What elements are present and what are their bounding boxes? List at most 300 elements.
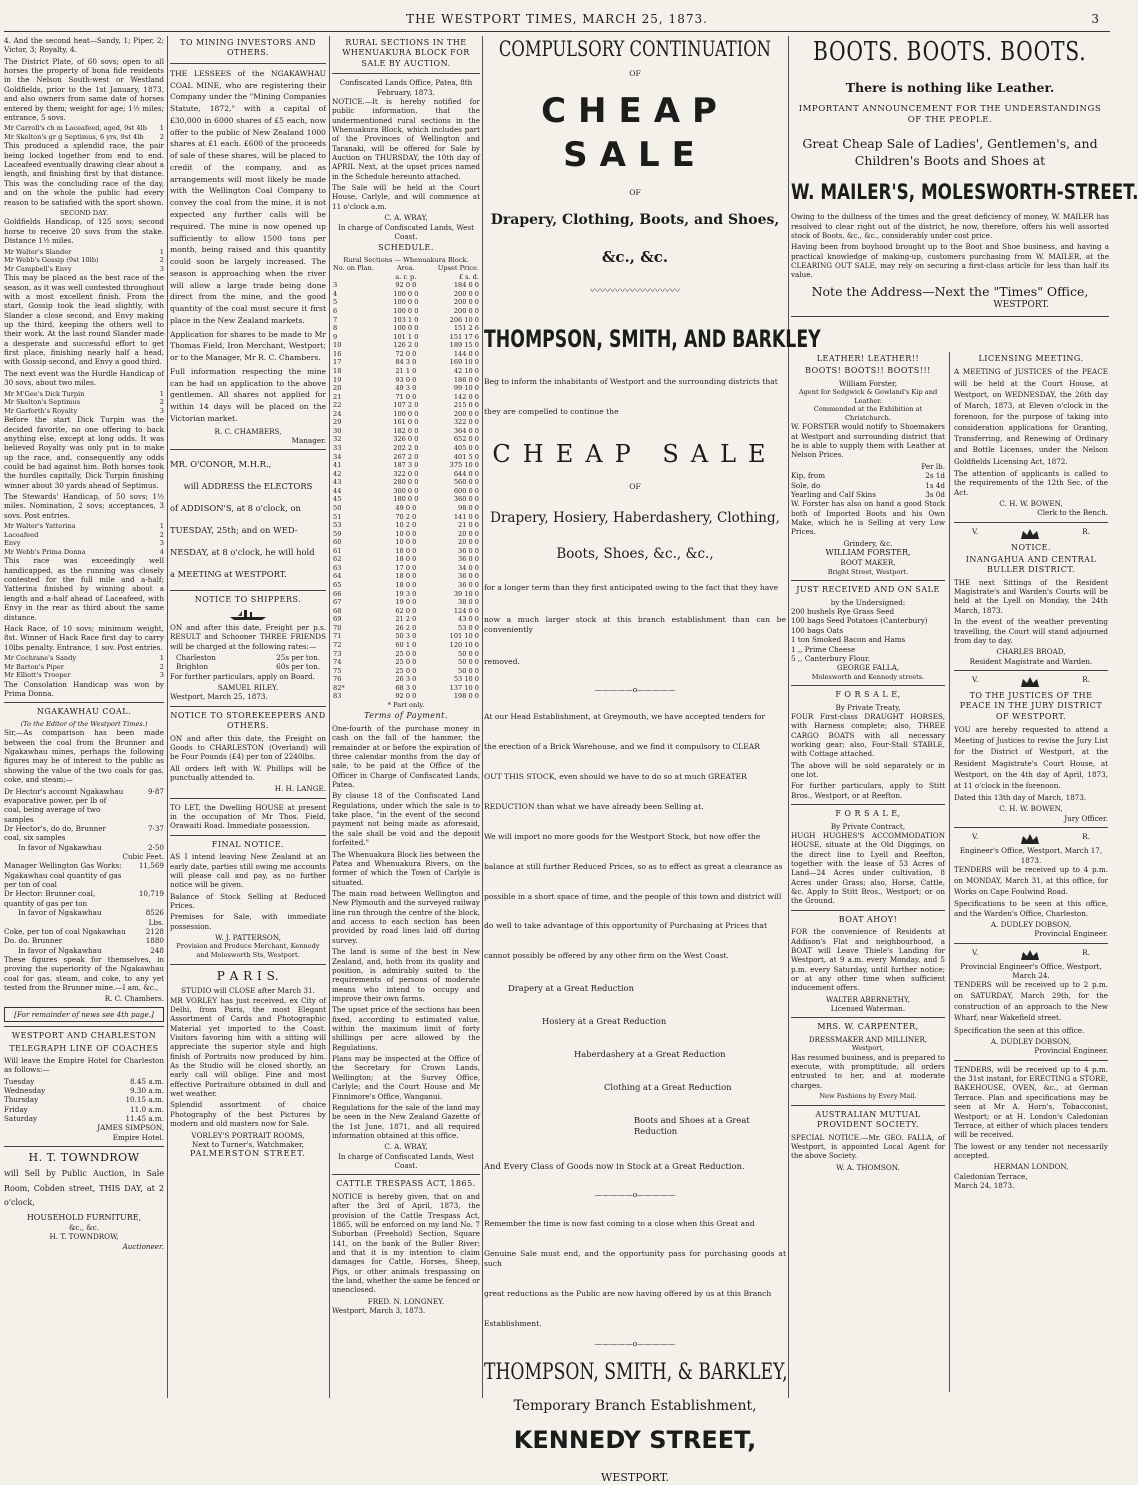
divider [170, 835, 326, 836]
storekeepers-signature: H. H. LANGE. [274, 784, 326, 794]
cattle-date: Westport, March 3, 1873. [332, 1306, 426, 1316]
table-row [332, 667, 480, 676]
table-cell: 92 0 0 [395, 692, 417, 701]
table-cell: 62 [333, 555, 342, 564]
final-notice-premises: Premises for Sale, with immediate possession. [170, 912, 326, 931]
table-cell: 43 [333, 478, 342, 487]
great-cheap-line: Great Cheap Sale of Ladies', Gentlemen's, and Children's Boots and Shoes at [802, 136, 1098, 168]
table-cell: 186 0 0 [453, 375, 479, 384]
block-land: The land is some of the best in New Zealand, and, both from its quality and position, is admirably suited to the requirements of persons of moderate means who intend to occupy and improve their own farms. [332, 947, 480, 1003]
oconor-line: will ADDRESS the ELECTORS [183, 481, 313, 492]
coal-row: Do. do. Brunner 1880 [4, 936, 164, 946]
mining-signature: R. C. CHAMBERS, [214, 426, 282, 436]
table-cell: 141 0 0 [453, 512, 479, 521]
storekeepers-body: ON and after this date, the Freight on Goods to CHARLESTON (Overland) will be Four Pounds (£4) per ton of 2240lbs. [170, 733, 326, 762]
list-item: 5 ,, Canterbury Flour. [791, 653, 870, 663]
table-cell: 18 0 0 [395, 546, 417, 555]
auction-signature: H. T. TOWNDROW, [49, 1232, 119, 1242]
final-notice-heading: FINAL NOTICE. [211, 839, 285, 849]
result-row: Mr M'Gee's Dick Turpin 1 [4, 389, 164, 398]
second-day-heading: SECOND DAY. [59, 208, 109, 217]
goldfields-handicap: Goldfields Handicap, of 125 sovs; second horse to receive 20 sovs from the stake. Distance 1½ miles. [4, 217, 164, 246]
forster-commended: Commended at the Exhibition at Christchurch. [813, 405, 923, 422]
mining-apply: Application for shares to be made to Mr Thomas Field, Iron Merchant, Westport; or to the Manager, Mr R. C. Chambers. [170, 329, 326, 363]
table-row [332, 350, 480, 359]
table-cell: 19 [333, 375, 342, 384]
masthead [0, 12, 1114, 30]
boat-signature-2: Licensed Waterman. [830, 1004, 906, 1014]
forster-name: William Forster, [839, 378, 897, 388]
table-row [332, 290, 480, 299]
mailer-heading: W. MAILER'S, MOLESWORTH-STREET. [791, 179, 1138, 204]
larger-line: now a much larger stock at this branch establishment than can be conveniently [484, 614, 786, 634]
table-row [332, 513, 480, 522]
rural-office: Confiscated Lands Office, Patea, 8th February, 1873. [339, 78, 473, 97]
results-list [4, 248, 164, 274]
column-5-left [791, 352, 945, 1172]
consolation: The Consolation Handicap was won by Prima Donna. [4, 679, 164, 699]
column-divider [788, 36, 789, 1398]
table-cell: 19 3 0 [395, 589, 417, 598]
schedule-note: * Part only. [387, 700, 425, 709]
table-cell: 92 0 0 [395, 281, 417, 290]
table-cell: 200 0 0 [453, 289, 479, 298]
table-cell: 65 [333, 581, 342, 590]
removed-line: removed. [484, 656, 520, 666]
table-header: No. on Plan. Area. Upset Price. [333, 264, 479, 273]
divider-ornament: —————o————— [594, 684, 676, 694]
schedule-subheading: Rural Sections — Whenuakura Block. [343, 255, 469, 264]
inangahua-signature-2: Resident Magistrate and Warden. [969, 656, 1093, 666]
table-cell: 180 0 0 [393, 495, 419, 504]
table-row [332, 384, 480, 393]
table-cell: 16 [333, 349, 342, 358]
divider [170, 590, 326, 591]
final-notice-signature-2: Provision and Produce Merchant, Kennedy and Molesworth Sts, Westport. [176, 942, 320, 959]
forster-signature-2: BOOT MAKER, [840, 558, 896, 568]
table-row [332, 367, 480, 376]
table-row [332, 418, 480, 427]
table-cell: 36 0 0 [458, 572, 479, 581]
result-row: Mr Campbell's Envy 3 [4, 264, 164, 273]
forster-agent: Agent for Sedgwick & Gowland's Kip and Leather. [798, 388, 938, 405]
engineer-spec: Specification the seen at this office. [954, 1025, 1085, 1035]
tenders-place: Caledonian Terrace, [954, 1171, 1028, 1181]
coal-row: Manager Wellington Gas Works: Ngakawhau coal quantity of gas per ton of coal 11,569 [4, 861, 164, 890]
column-divider [167, 36, 168, 1398]
table-cell: 67 [333, 598, 342, 607]
inangahua-body: THE next Sittings of the Resident Magistrate's and Warden's Courts will be held at the Lyell on Monday, the 24th March, 1873. [954, 577, 1108, 615]
divider [170, 63, 326, 64]
amp-heading: AUSTRALIAN MUTUAL PROVIDENT SOCIETY. [815, 1109, 921, 1130]
table-cell: 83 [333, 692, 342, 701]
paris-rooms: VORLEY'S PORTRAIT ROOMS, [191, 1130, 305, 1140]
nothing-line: There is nothing like Leather. [845, 79, 1055, 95]
table-cell: 63 [333, 563, 342, 572]
engineer-signature: A. DUDLEY DOBSON, [990, 1037, 1072, 1046]
table-row [332, 641, 480, 650]
table-cell: 560 0 0 [453, 478, 479, 487]
table-cell: 144 0 0 [453, 349, 479, 358]
table-cell: 61 [333, 546, 342, 555]
rural-signature-2: In charge of Confiscated Lands, West Coast. [338, 222, 474, 241]
engineer-signature: A. DUDLEY DOBSON, [990, 920, 1072, 930]
list-item: 1 ,, Prime Cheese [791, 644, 856, 654]
divider [170, 964, 326, 965]
block-description: The Whenuakura Block lies between the Patea and Whenuakura Rivers, on the former of which the Town of Carlyle is situated. [332, 849, 480, 887]
justices-body: YOU are hereby requested to attend a Meeting of Justices to revise the Jury List for the District of Westport, at the Resident Magistrate's Court House, at Westport, on the 4th day of April, 1873, at 11 o'clock in the forenoon. [954, 725, 1108, 790]
cattle-signature: FRED. N. LONGNEY. [367, 1296, 445, 1306]
mining-heading: TO MINING INVESTORS AND OTHERS. [180, 38, 316, 58]
table-cell: 84 3 0 [395, 358, 417, 367]
dressmaker-heading: MRS. W. CARPENTER, [817, 1022, 919, 1032]
shippers-rate: Brighton 60s per ton. [176, 662, 320, 672]
dressmaker-fashions: New Fashions by Every Mail. [819, 1092, 917, 1101]
table-row [332, 333, 480, 342]
coal-figures [4, 787, 164, 955]
final-notice-body: AS I intend leaving New Zealand at an early date, parties still owing me accounts will please call and pay, as no further notice will be given. [170, 852, 326, 890]
table-cell: 36 0 0 [458, 581, 479, 590]
table-cell: 151 2 6 [453, 324, 479, 333]
compulsory-heading: COMPULSORY CONTINUATION [498, 37, 771, 61]
paris-street: PALMERSTON STREET. [190, 1149, 306, 1159]
forsale-body: HUGH HUGHES'S ACCOMMODATION HOUSE, situate at the Old Diggings, on the direct line to Lyell and Reefton, together with the lease of 53 Acres of Land—24 Acres under cultivation, 8 Acres under Grass; also, Horse, Cattle, &c. Apply to Stitt Bros., Westport; or on the Ground. [791, 830, 945, 906]
table-row [332, 555, 480, 564]
telegraph-signature: JAMES SIMPSON, [97, 1123, 164, 1133]
table-row [332, 624, 480, 633]
divider [791, 316, 1109, 317]
engineer-body: TENDERS will be received up to 2 p.m. on SATURDAY, March 29th, for the construction of an approach to the New Wharf, near Wakefield street. [954, 980, 1108, 1022]
table-cell: 19 0 0 [395, 598, 417, 607]
table-cell: 124 0 0 [453, 606, 479, 615]
table-cell: 99 10 0 [453, 384, 479, 393]
table-cell: 600 0 0 [453, 486, 479, 495]
table-cell: 49 0 0 [395, 503, 417, 512]
table-cell: 60 [333, 538, 342, 547]
royal-cipher: V. R. [954, 527, 1108, 541]
terms-clause: By clause 18 of the Confiscated Land Regulations, under which the sale is to take place, "in the event of the second payment not being made as aforesaid, the sale shall be void and the deposit forfeited." [332, 791, 480, 848]
forster-signature: WILLIAM FORSTER, [825, 548, 911, 558]
shippers-body: ON and after this date, Freight per p.s. RESULT and Schooner THREE FRIENDS will be charged at the following rates:— [170, 622, 326, 651]
table-cell: 322 0 0 [453, 418, 479, 427]
table-cell: 68 [333, 606, 342, 615]
result-row: Mr Cochrane's Sandy 1 [4, 654, 164, 662]
column-divider [329, 36, 330, 1398]
list-item: 100 bags Seed Potatoes (Canterbury) [791, 616, 928, 626]
table-row [332, 307, 480, 316]
divider [791, 910, 945, 911]
inangahua-notice: NOTICE. [1010, 542, 1052, 552]
table-cell: 18 0 0 [395, 572, 417, 581]
table-cell: 107 2 0 [393, 401, 419, 410]
table-row [332, 487, 480, 496]
shippers-more: For further particulars, apply on Board. [170, 671, 315, 681]
table-cell: 69 [333, 615, 342, 624]
wavy-rule: 〰〰〰〰〰〰〰〰〰 [590, 286, 680, 298]
import-line: We will import no more goods for the Westport Stock, but now offer the [484, 831, 761, 841]
mining-body: THE LESSEES of the NGAKAWHAU COAL MINE, who are registering their Company under the "Mining Companies Statute, 1872," with a capital of £30,000 in 6000 shares of £5 each, now offer to the public of New Zealand 1000 shares at £1 each. £600 of the proceeds of sale of these shares, will be placed to credit of the company, and as arrangements will most likely be made with the Wellington Coal Company to convey the coal from the mine, it is not expected any further calls will be required. The mine is now opened up sufficiently to allow 1500 tons per month, being raised and this quantity could soon be largely increased. The season is approaching when the river will allow a large trade being done direct from the mine, and the good quantity of the coal must secure it first place in the New Zealand markets. [170, 68, 326, 325]
table-cell: 62 0 0 [395, 606, 417, 615]
temporary-line: Temporary Branch Establishment, [513, 1398, 757, 1415]
table-cell: 71 [333, 632, 342, 641]
divider-ornament: —————o————— [594, 1189, 676, 1199]
table-cell: 202 2 0 [393, 444, 419, 453]
forster-more: W. Forster has also on hand a good Stock both of Imported Boots and his Own Make, which he is Selling at very Low Prices. [791, 499, 945, 537]
block-price: The upset price of the sections has been fixed, according to estimated value, within the maximum limit of forty shillings per acre allowed by the Regulations. [332, 1005, 480, 1052]
result-row: Mr Webb's Gossip (9st 10lb) 2 [4, 256, 164, 265]
received-by: by the Undersigned: [830, 597, 906, 607]
table-row [332, 444, 480, 453]
table-cell: 41 [333, 461, 342, 470]
every-class-line: And Every Class of Goods now in Stock at a Great Reduction. [484, 1160, 745, 1171]
column-divider [482, 36, 483, 1398]
coach-row: Friday 11.0 a.m. [4, 1104, 164, 1114]
divider [332, 1174, 480, 1175]
table-row [332, 675, 480, 684]
table-cell: 20 0 0 [458, 529, 479, 538]
coal-close: These figures speak for themselves, in proving the superiority of the Ngakawhau coal for gas, steam, and coke, to any yet tested from the Brunner mine.—I am, &c., [4, 954, 164, 993]
table-cell: 32 [333, 435, 342, 444]
coal-row: In favor of Ngakawhau 8526 [18, 908, 164, 918]
coal-unit: Cubic Feet. [122, 852, 164, 862]
table-row [332, 453, 480, 462]
table-cell: 72 [333, 640, 342, 649]
divider-ornament: —————o————— [594, 1338, 676, 1348]
table-cell: 3 [333, 281, 338, 290]
page-label: 3 [1091, 12, 1100, 26]
table-cell: 70 2 0 [395, 512, 417, 521]
table-cell: 53 10 0 [453, 675, 479, 684]
divider [954, 1060, 1108, 1061]
final-notice-balance: Balance of Stock Selling at Reduced Prices. [170, 891, 326, 910]
table-cell: 100 0 0 [393, 307, 419, 316]
result-row: Mr Carroll's ch m Laceafeed, aged, 9st 4lb 1 [4, 124, 164, 133]
forsale-heading: F O R S A L E, [835, 809, 901, 819]
table-cell: 53 [333, 521, 342, 530]
licensing-attention: The attention of applicants is called to the requirements of the 12th Sec. of the Act. [954, 468, 1108, 497]
column-3 [332, 36, 480, 1398]
forster-body: W. FORSTER would notify to Shoemakers at Westport and surrounding district that he is able to supply them with Leather at Nelson Prices. [791, 422, 945, 460]
table-cell: 33 [333, 444, 342, 453]
reduction-item: Boots and Shoes at a Great Reduction [634, 1114, 750, 1136]
possible-line: possible in a short space of time, and the people of this town and district will [484, 891, 782, 901]
table-cell: 126 2 0 [393, 341, 419, 350]
coal-row: In favor of Ngakawhau 248 [18, 945, 164, 955]
table-row [332, 401, 480, 410]
final-notice-signature: W. J. PATTERSON, [215, 933, 281, 943]
table-cell: 38 0 0 [458, 598, 479, 607]
divider [170, 798, 326, 799]
table-cell: 326 0 0 [393, 435, 419, 444]
telegraph-heading: WESTPORT AND CHARLESTON [11, 1031, 157, 1041]
grindery: Grindery, &c. [843, 538, 893, 548]
divider [332, 73, 480, 74]
race-report: This race was exceedingly well handicapped, as the running was closely contested for the full mile and a-half; Yatterina finished by winning about a length and a-half ahead of Laceafeed, with Envy in the rear as third about the same distance. [4, 556, 164, 622]
table-row [332, 495, 480, 504]
table-row [332, 590, 480, 599]
table-row [332, 615, 480, 624]
forsale-by: By Private Treaty, [835, 702, 901, 712]
table-cell: 74 [333, 658, 342, 667]
table-cell: 24 [333, 409, 342, 418]
table-cell: 26 3 0 [395, 675, 417, 684]
tenders-body: TENDERS, will be received up to 4 p.m. the 31st instant, for ERECTING a STORE, BAKEHOUSE, OVEN, &c., at German Terrace. Plan and specifications may be seen at Mr A. Horn's, Tobacconist, Westport; or at H. London's Caledonian Terrace, at either of which places tenders will be received. [954, 1064, 1108, 1140]
table-cell: 5 [333, 298, 338, 307]
results-list [4, 124, 164, 141]
coal-to-editor: (To the Editor of the Westport Times.) [20, 719, 148, 728]
hack-race: Hack Race, of 10 sovs; minimum weight, 8st. Winner of Hack Race first day to carry 10lbs penalty. Entrance, 1 sov. Post entries. [4, 623, 164, 652]
block-signature: C. A. WRAY, [384, 1142, 428, 1152]
dressmaker-place: Westport, [851, 1044, 885, 1053]
justices-date: Dated this 13th day of March, 1873. [954, 793, 1087, 803]
licensing-body: A MEETING of JUSTICES of the PEACE will be held at the Court House, at Westport, on WEDNESDAY, the 26th day of March, 1873, at Eleven o'clock in the forenoon, for the purpose of taking into consideration applications for Granting, Transferring, and Renewing of Ordinary and Bottle Licenses, under the Nelson Goldfields Licensing Act, 1872. [954, 367, 1108, 466]
leather-subheading: BOOTS! BOOTS!! BOOTS!!! [805, 366, 931, 376]
dressmaker-body: Has resumed business, and is prepared to execute, with promptitude, all orders entrusted to her, and at moderate charges. [791, 1052, 945, 1090]
royal-crest-icon [1019, 527, 1041, 541]
divider [791, 685, 945, 686]
table-row [332, 427, 480, 436]
shippers-rate: Charleston 25s per ton. [176, 653, 320, 662]
column-1 [4, 36, 164, 1398]
newspaper-title: THE WESTPORT TIMES, MARCH 25, 1873. [406, 12, 708, 26]
forsale-apply: For further particulars, apply to Stitt Bros., Westport, or at Reefton. [791, 781, 945, 800]
amp-signature: W. A. THOMSON. [836, 1162, 900, 1172]
to-let-notice: TO LET, the Dwelling HOUSE at present in the occupation of Mr Thos. Field, Orawaiti Road. Immediate possession. [170, 802, 326, 831]
table-cell: 39 10 0 [453, 589, 479, 598]
block-plans: Plans may be inspected at the Office of the Secretary for Crown Lands, Wellington; at the Survey Office, Carlyle; and the Court House and Mr Finnimore's Office, Wanganui. [332, 1054, 480, 1101]
storekeepers-more: All orders left with W. Phillips will be punctually attended to. [170, 763, 326, 783]
table-cell: 198 0 0 [453, 692, 479, 701]
stewards-handicap: The Stewards' Handicap, of 50 sovs; 1½ miles. Nomination, 2 sovs; acceptances, 3 sovs. Post entries. [4, 492, 164, 520]
table-cell: 20 [333, 384, 342, 393]
table-cell: 100 0 0 [393, 298, 419, 307]
divider [954, 943, 1108, 944]
table-row [332, 281, 480, 290]
table-cell: 652 0 0 [453, 435, 479, 444]
table-cell: 75 [333, 666, 342, 675]
table-row [332, 581, 480, 590]
table-cell: 8 [333, 324, 338, 333]
longer-line: for a longer term than they first anticipated owing to the fact that they have [484, 583, 779, 593]
auction-items: HOUSEHOLD FURNITURE, [26, 1212, 142, 1222]
table-cell: 120 10 0 [449, 640, 479, 649]
clear-out-line: OUT THIS STOCK, even should we have to do so at much GREATER [484, 772, 747, 782]
table-cell: 151 17 6 [449, 332, 479, 341]
result-row: Mr Skelton's gr g Septimus, 6 yrs, 9st 4lb 2 [4, 132, 164, 141]
justices-heading: TO THE JUSTICES OF THE PEACE IN THE JURY DISTRICT OF WESTPORT. [959, 691, 1103, 721]
auction-body: will Sell by Public Auction, in Sale Room, Cobden street, THIS DAY, at 2 o'clock, [4, 1169, 164, 1208]
coal-letter: Sir,—As comparison has been made between the coal from the Brunner and Ngakawhau mines, perhaps the following figures may be of interest to the public as showing the value of the two coals for gas, coke, and steam;— [4, 728, 164, 785]
result-row: Mr Elliott's Trooper 3 [4, 671, 164, 680]
paris-next: Next to Turner's, Watchmaker, [192, 1139, 304, 1149]
table-cell: 60 1 0 [395, 640, 417, 649]
drapery-line: Drapery, Clothing, Boots, and Shoes, [490, 212, 780, 229]
forster-signature-3: Bright Street, Westport. [827, 567, 909, 576]
royal-crest-icon [1019, 948, 1041, 962]
storekeepers-heading: NOTICE TO STOREKEEPERS AND OTHERS. [170, 710, 326, 731]
cannot-line: cannot possibly be offered by any other firm on the West Coast. [484, 951, 729, 961]
table-cell: 43 0 0 [458, 615, 479, 624]
table-units: a. r. p. £ s. d. [395, 272, 479, 281]
masthead-rule [4, 31, 1110, 32]
divider [954, 827, 1108, 828]
engineer-signature-2: Provincial Engineer. [1034, 929, 1108, 939]
coal-row: Dr Hector: Brunner coal, quantity of gas per ton 10,719 [4, 889, 164, 908]
royal-crest-icon [1019, 675, 1041, 689]
table-cell: 18 [333, 366, 342, 375]
rural-notice: NOTICE.—It is hereby notified for public information, that the undermentioned rural sections in the Whenuakura Block, which includes part of the Provinces of Wellington and Taranaki, will be offered for Sale by Auction on THURSDAY, the 10th day of APRIL Next, at the upset prices named in the Schedule hereunto attached. [332, 96, 480, 181]
table-cell: 25 0 0 [395, 649, 417, 658]
establishment-line: Establishment. [484, 1318, 542, 1328]
reduction-line: REDUCTION than what we have already been Selling at. [484, 802, 704, 811]
table-cell: 6 [333, 307, 338, 316]
tenders-date: March 24, 1873. [954, 1181, 1015, 1191]
reduction-item: Drapery at a Great Reduction [508, 983, 634, 994]
table-cell: 26 2 0 [395, 623, 417, 632]
coach-row: Tuesday 8.45 a.m. [4, 1076, 164, 1086]
reduction-item: Clothing at a Great Reduction [604, 1081, 732, 1092]
result-row: Laceafeed 2 [4, 530, 164, 539]
amp-body: SPECIAL NOTICE.—Mr. GEO. FALLA, of Westport, is appointed Local Agent for the above Society. [791, 1132, 945, 1161]
table-cell: 17 [333, 358, 342, 367]
balance-line: balance at still further Reduced Prices, so as to effect as great a clearance as [484, 861, 783, 871]
erection-line: the erection of a Brick Warehouse, and we find it compulsory to CLEAR [484, 742, 760, 752]
column-2 [170, 36, 326, 1398]
result-row: Mr Walter's Slander 1 [4, 247, 164, 256]
table-row [332, 358, 480, 367]
table-row [332, 684, 480, 693]
remember-line: Remember the time is now fast coming to a close when this Great and [484, 1219, 755, 1229]
block-regulations: Regulations for the sale of the land may be seen in the New Zealand Gazette of the 1st June, 1871, and all required information obtained at this office. [332, 1102, 480, 1140]
leather-price-row: Yearling and Calf Skins 3s 0d [791, 489, 945, 499]
inangahua-signature: CHARLES BROAD, [996, 647, 1066, 657]
table-cell: 100 0 0 [393, 324, 419, 333]
table-row [332, 324, 480, 333]
table-cell: 267 2 0 [393, 452, 419, 461]
district-plate: The District Plate, of 60 sovs; open to all horses the property of bona fide residents in the Nelson South-west or Westland Goldfields, prior to the 1st January, 1873, and also owners from same date of horses entered by them; weight for age; 1½ miles; entrance, 5 sovs. [4, 56, 164, 122]
forsale-body: FOUR First-class DRAUGHT HORSES, with Harness complete; also, THREE CARGO BOATS with all necessary working gear; also, Four-Stall STABLE, with Cottage attached. [791, 711, 945, 759]
coal-row: Dr Hector's account Ngakawhau evaporative power, per lb of coal, being average of two samples 9·87 [4, 786, 164, 824]
table-row [332, 692, 480, 701]
table-cell: 17 0 0 [395, 563, 417, 572]
table-row [332, 607, 480, 616]
table-cell: 50 0 0 [458, 666, 479, 675]
table-row [332, 598, 480, 607]
block-road: The main road between Wellington and New Plymouth and the surveyed railway line run through the centre of the block, and access to each section has been provided by road lines laid off during survey. [332, 888, 480, 945]
boat-body: FOR the convenience of Residents at Addison's Flat and neighbourhood, a BOAT will Leave Thiele's Landing for Westport, at 9 a.m. every Monday, and 5 p.m. every Saturday, until further notice; or at any other time when sufficient inducement offers. [791, 927, 945, 993]
table-cell: 25 0 0 [395, 658, 417, 667]
justices-signature: C. H. W. BOWEN, [999, 804, 1063, 814]
table-cell: 50 3 0 [395, 632, 417, 641]
kennedy-street: KENNEDY STREET, [513, 1426, 757, 1455]
coach-row: Wednesday 9.30 a.m. [4, 1086, 164, 1095]
telegraph-intro: Will leave the Empire Hotel for Charleston as follows:— [4, 1055, 164, 1075]
table-cell: 34 0 0 [458, 563, 479, 572]
table-row [332, 538, 480, 547]
table-row [332, 650, 480, 659]
goods-line-2: Boots, Shoes, &c., &c., [556, 545, 714, 562]
divider [954, 670, 1108, 671]
table-row [332, 504, 480, 513]
coal-row: Dr Hector's, do do, Brunner coal, six samples 7·37 [4, 823, 164, 843]
table-cell: 4 [333, 289, 338, 298]
table-cell: 9 [333, 332, 338, 341]
coal-signature: R. C. Chambers. [104, 994, 164, 1004]
table-cell: 360 0 0 [453, 495, 479, 504]
table-row [332, 470, 480, 479]
column-5-right [954, 352, 1108, 1190]
firm-heading-2: THOMPSON, SMITH, & BARKLEY, [484, 1359, 788, 1385]
